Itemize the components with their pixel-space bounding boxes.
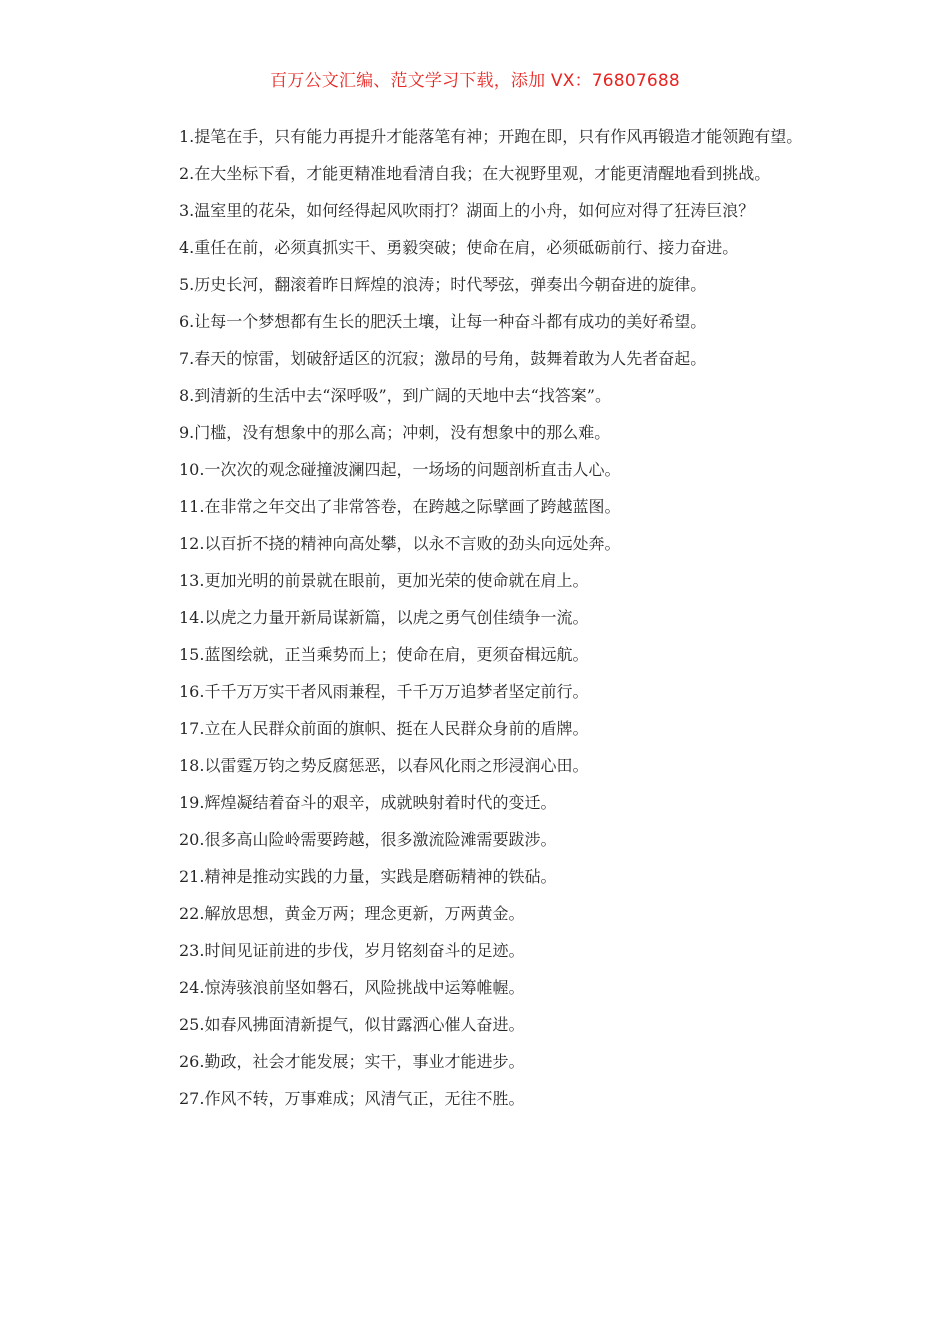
header-notice: 百万公文汇编、范文学习下载，添加 VX：76807688 <box>270 71 680 91</box>
list-item: 15.蓝图绘就，正当乘势而上；使命在肩，更须奋楫远航。 <box>179 645 589 664</box>
list-item: 12.以百折不挠的精神向高处攀，以永不言败的劲头向远处奔。 <box>179 534 621 553</box>
list-item: 26.勤政，社会才能发展；实干，事业才能进步。 <box>179 1052 525 1071</box>
list-item: 18.以雷霆万钧之势反腐惩恶，以春风化雨之形浸润心田。 <box>179 756 589 775</box>
list-item: 11.在非常之年交出了非常答卷，在跨越之际擘画了跨越蓝图。 <box>179 497 621 516</box>
list-item: 17.立在人民群众前面的旗帜、挺在人民群众身前的盾牌。 <box>179 719 589 738</box>
slogan-list <box>145 124 810 1112</box>
list-item: 22.解放思想，黄金万两；理念更新，万两黄金。 <box>179 904 525 923</box>
list-item: 10.一次次的观念碰撞波澜四起，一场场的问题剖析直击人心。 <box>179 460 621 479</box>
list-item: 23.时间见证前进的步伐，岁月铭刻奋斗的足迹。 <box>179 941 525 960</box>
list-item: 20.很多高山险岭需要跨越，很多激流险滩需要跋涉。 <box>179 830 557 849</box>
list-item: 21.精神是推动实践的力量，实践是磨砺精神的铁砧。 <box>179 867 557 886</box>
list-item: 1.提笔在手，只有能力再提升才能落笔有神；开跑在即，只有作风再锻造才能领跑有望。 <box>179 127 803 146</box>
list-item: 6.让每一个梦想都有生长的肥沃土壤，让每一种奋斗都有成功的美好希望。 <box>179 312 707 331</box>
list-item: 4.重任在前，必须真抓实干、勇毅突破；使命在肩，必须砥砺前行、接力奋进。 <box>179 238 739 257</box>
list-item: 19.辉煌凝结着奋斗的艰辛，成就映射着时代的变迁。 <box>179 793 557 812</box>
list-item: 5.历史长河，翻滚着昨日辉煌的浪涛；时代琴弦，弹奏出今朝奋进的旋律。 <box>179 275 707 294</box>
list-item: 13.更加光明的前景就在眼前，更加光荣的使命就在肩上。 <box>179 571 589 590</box>
list-item: 2.在大坐标下看，才能更精准地看清自我；在大视野里观，才能更清醒地看到挑战。 <box>179 164 771 183</box>
list-item: 24.惊涛骇浪前坚如磐石，风险挑战中运筹帷幄。 <box>179 978 525 997</box>
list-item: 7.春天的惊雷，划破舒适区的沉寂；激昂的号角，鼓舞着敢为人先者奋起。 <box>179 349 707 368</box>
list-item: 14.以虎之力量开新局谋新篇，以虎之勇气创佳绩争一流。 <box>179 608 589 627</box>
list-item: 8.到清新的生活中去“深呼吸”，到广阔的天地中去“找答案”。 <box>179 386 611 405</box>
list-item: 25.如春风拂面清新提气，似甘露洒心催人奋进。 <box>179 1015 525 1034</box>
list-item: 27.作风不转，万事难成；风清气正，无往不胜。 <box>179 1089 525 1108</box>
list-item: 9.门槛，没有想象中的那么高；冲刺，没有想象中的那么难。 <box>179 423 611 442</box>
list-item: 3.温室里的花朵，如何经得起风吹雨打？湖面上的小舟，如何应对得了狂涛巨浪？ <box>179 201 755 220</box>
list-item: 16.千千万万实干者风雨兼程，千千万万追梦者坚定前行。 <box>179 682 589 701</box>
